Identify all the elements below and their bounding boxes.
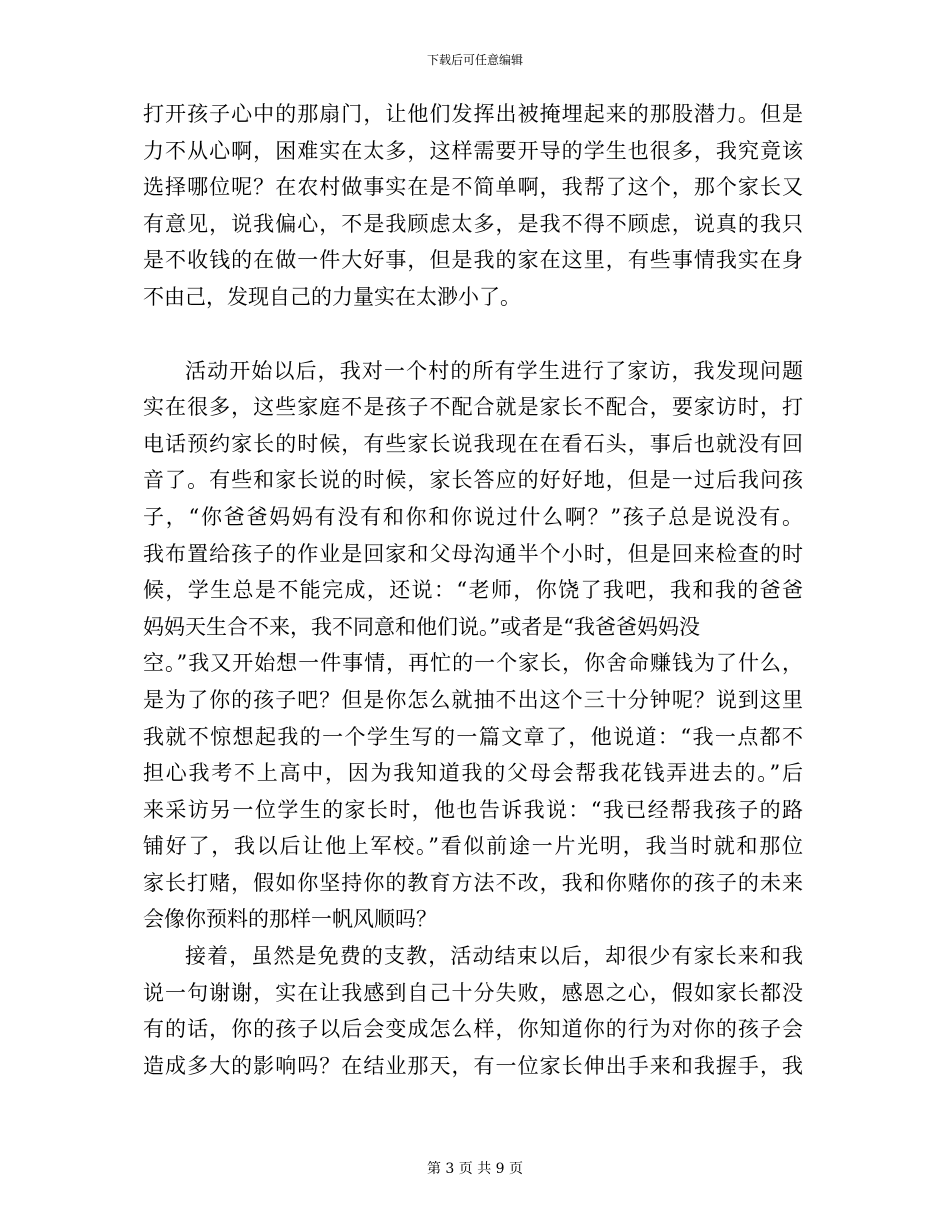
text-line: 不由己，发现自己的力量实在太渺小了。 xyxy=(143,284,521,309)
text-line: 接着，虽然是免费的支教，活动结束以后，却很少有家长来和我 xyxy=(185,944,803,969)
text-line: 活动开始以后，我对一个村的所有学生进行了家访，我发现问题 xyxy=(185,358,803,383)
paragraph-gap xyxy=(143,316,803,353)
paragraph-3 xyxy=(143,938,803,1084)
page-header: 下载后可任意编辑 xyxy=(426,53,523,67)
text-line: 有的话，你的孩子以后会变成怎么样，你知道你的行为对你的孩子会 xyxy=(143,1017,803,1042)
text-line: 我就不惊想起我的一个学生写的一篇文章了，他说道：“我一点都不 xyxy=(143,724,803,749)
text-line: 选择哪位呢？在农村做事实在是不简单啊，我帮了这个，那个家长又 xyxy=(143,175,803,200)
text-line: 力不从心啊，困难实在太多，这样需要开导的学生也很多，我究竟该 xyxy=(143,138,803,163)
text-line: 我布置给孩子的作业是回家和父母沟通半个小时，但是回来检查的时 xyxy=(143,541,803,566)
text-line: 造成多大的影响吗？在结业那天，有一位家长伸出手来和我握手，我 xyxy=(143,1053,803,1078)
text-line: 说一句谢谢，实在让我感到自己十分失败，感恩之心，假如家长都没 xyxy=(143,980,803,1005)
text-line: 有意见，说我偏心，不是我顾虑太多，是我不得不顾虑，说真的我只 xyxy=(143,211,803,236)
paragraph-2 xyxy=(143,353,803,939)
text-line: 来采访另一位学生的家长时，他也告诉我说：“我已经帮我孩子的路 xyxy=(143,797,803,822)
text-line: 空。”我又开始想一件事情，再忙的一个家长，你舍命赚钱为了什么， xyxy=(143,651,803,676)
text-line: 会像你预料的那样一帆风顺吗？ xyxy=(143,907,437,932)
text-line: 家长打赌，假如你坚持你的教育方法不改，我和你赌你的孩子的未来 xyxy=(143,870,803,895)
text-line: 电话预约家长的时候，有些家长说我现在在看石头，事后也就没有回 xyxy=(143,431,803,456)
document-body xyxy=(143,96,803,1084)
paragraph-1 xyxy=(143,96,803,316)
text-line: 是为了你的孩子吧？但是你怎么就抽不出这个三十分钟呢？说到这里 xyxy=(143,687,803,712)
text-line: 子，“你爸爸妈妈有没有和你和你说过什么啊？”孩子总是说没有。 xyxy=(143,504,803,529)
text-line: 铺好了，我以后让他上军校。”看似前途一片光明，我当时就和那位 xyxy=(143,834,803,859)
text-line: 担心我考不上高中，因为我知道我的父母会帮我花钱弄进去的。”后 xyxy=(143,761,803,786)
text-line: 候，学生总是不能完成，还说：“老师，你饶了我吧，我和我的爸爸 xyxy=(143,578,803,603)
text-line: 是不收钱的在做一件大好事，但是我的家在这里，有些事情我实在身 xyxy=(143,248,803,273)
text-line: 音了。有些和家长说的时候，家长答应的好好地，但是一过后我问孩 xyxy=(143,468,803,493)
text-line: 打开孩子心中的那扇门，让他们发挥出被掩埋起来的那股潜力。但是 xyxy=(143,102,803,126)
text-line: 实在很多，这些家庭不是孩子不配合就是家长不配合，要家访时，打 xyxy=(143,395,803,420)
page-number: 第 3 页 共 9 页 xyxy=(426,1161,524,1177)
text-line: 妈妈天生合不来，我不同意和他们说。”或者是“我爸爸妈妈没 xyxy=(143,614,700,639)
